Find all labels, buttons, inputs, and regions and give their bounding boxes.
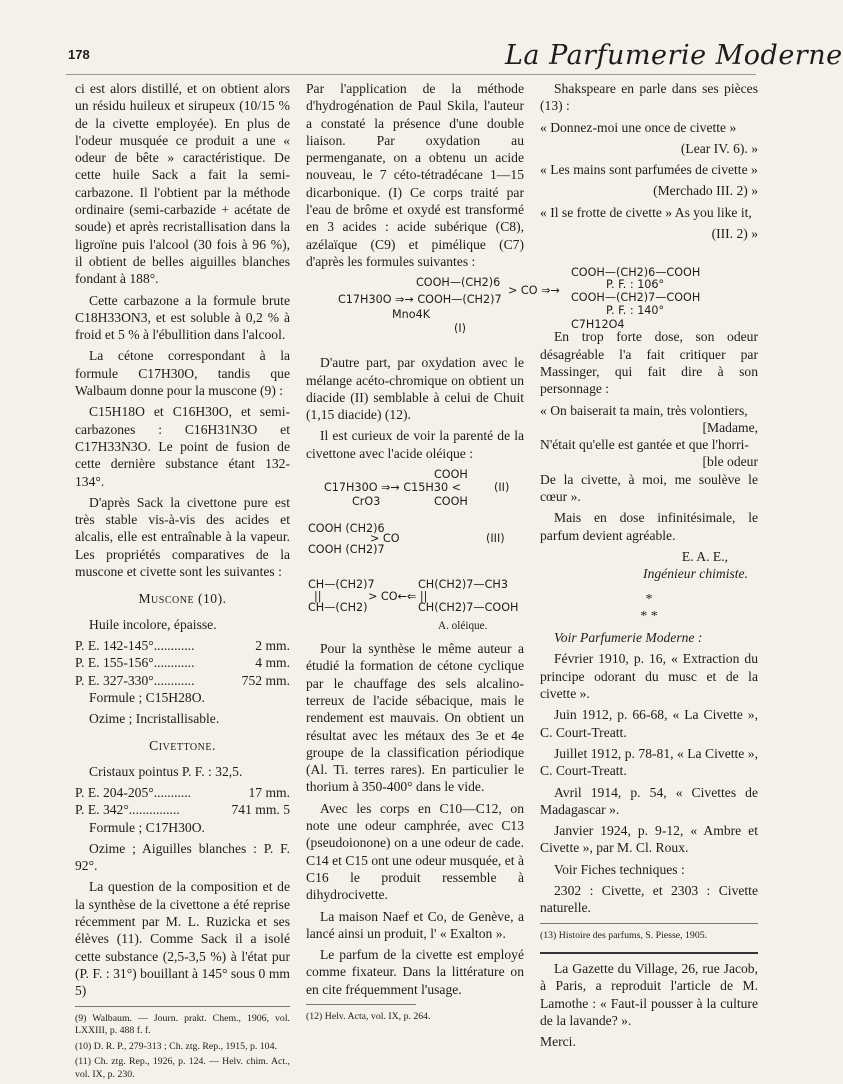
chem-text: > CO ⇒→ — [508, 284, 560, 298]
data-row — [75, 784, 290, 801]
section-separator-stars: * * * — [640, 591, 658, 624]
section-heading-civettone: Civettone. — [149, 738, 216, 754]
quote-line: « Les mains sont parfumées de civette » — [540, 162, 758, 178]
paragraph: La Gazette du Village, 26, rue Jacob, à Paris, a reproduit l'article de M. Lamothe : « Faut-il pousser à la culture de la lavande? ». — [540, 961, 758, 1028]
chem-text: COOH (CH2)6 — [308, 522, 385, 536]
see-also-heading: Voir Fiches techniques : — [554, 861, 685, 877]
paragraph: ci est alors distillé, et on obtient alors un résidu huileux et sirupeux (10/15 % de la civette employée). En plus de l'odeur musquée ce produit a une « odeur de bête » caractéristique. De cette huile Sack a fait la semi-carbazone. Il l'obtient par la méthode ordinaire (semi-carbazide + acétate de soude) et après recristallisation dans la ligroïne puis l'alcool (30 fois à 96 %), il obtient de belles aiguilles blanches fondant à 188°. — [75, 81, 290, 287]
data-row-value: 752 mm. — [241, 672, 290, 688]
paragraph: C15H18O et C16H30O, et semi-carbazones : C16H31N3O et C17H33N3O. Le point de fusion de cette dernière substance étant 132-134°. — [75, 404, 290, 489]
masthead-title: La Parfumerie Moderne — [505, 40, 843, 71]
quote-source: (Lear IV. 6). » — [680, 140, 758, 156]
data-row-label: P. E. 327-330°............ — [75, 672, 195, 688]
chem-text: COOH—(CH2)7—COOH — [571, 291, 701, 305]
column-left — [75, 80, 290, 1084]
chem-text: CH—(CH2) — [308, 601, 368, 615]
chem-text: || — [314, 590, 322, 604]
paragraph: En trop forte dose, son odeur désagréable l'a fait critiquer par Massinger, qui fait dire à son personnage : — [540, 329, 758, 397]
footnote: (10) D. R. P., 279-313 ; Ch. ztg. Rep., 1915, p. 104. — [75, 1040, 277, 1052]
chem-text: C17H30O ⇒→ COOH—(CH2)7 — [338, 293, 502, 307]
chem-text: C7H12O4 — [571, 318, 625, 332]
reference-item: 2302 : Civette, et 2303 : Civette naturelle. — [540, 882, 758, 916]
ozime-line: Ozime ; Incristallisable. — [89, 711, 220, 727]
footnote: (13) Histoire des parfums, S. Piesse, 1905. — [540, 929, 708, 941]
footnote-rule — [75, 1006, 290, 1007]
paragraph: Shakspeare en parle dans ses pièces (13) : — [540, 81, 758, 114]
data-row-label: P. E. 142-145°............ — [75, 637, 195, 653]
paragraph: D'après Sack la civettone pure est très stable vis-à-vis des acides et alcalis, elle est entraînable à la vapeur. Les propriétés comparatives de la muscone et civette sont les suivantes : — [75, 494, 290, 580]
data-row — [75, 654, 290, 671]
paragraph: Mais en dose infinitésimale, le parfum devient agréable. — [540, 510, 758, 543]
paragraph: D'autre part, par oxydation avec le mélange acéto-chromique on obtient un diacide (II) semblable à celui de Chuit (1,15 diacide) (12). — [306, 355, 524, 423]
footnote-rule — [306, 1004, 416, 1005]
data-row-value: 17 mm. — [248, 784, 290, 800]
section-heading-muscone: Muscone (10). — [138, 591, 227, 607]
paragraph: Pour la synthèse le même auteur a étudié la formation de cétone cyclique par le chauffage des sels alcalino-terreux de l'acide sébacique, mais le rendement est mauvais. On obtient un résultat avec les métaux des 3e et 4e groupe de la classification périodique (Al. Ti. terres rares). En particulier le thorium à 350-400° dans le vide. — [306, 641, 524, 795]
formula-line: Formule ; C15H28O. — [89, 689, 205, 705]
quote-line: « Donnez-moi une once de civette » — [540, 119, 737, 135]
paragraph: Cette carbazone a la formule brute C18H33ON3, et est soluble à 0,2 % à froid et 5 % à l'ébullition dans l'alcool. — [75, 292, 290, 343]
quote-line: « Il se frotte de civette » As you like it, — [540, 204, 752, 220]
paragraph: La question de la composition et de la synthèse de la civettone a été reprise récemment par M. L. Ruzicka et ses élèves (11). Comme Sack il a isolé cette substance (2,5-3,5 %) à l'état pur (P. F. : 31°) bouillant à 145° sous 0 mm 5) — [75, 879, 290, 999]
chem-text: COOH—(CH2)6—COOH — [571, 266, 701, 280]
poem-line: « On baiserait ta main, très volontiers, — [540, 402, 748, 418]
signature-initials: E. A. E., — [681, 548, 728, 564]
chem-text: (I) — [454, 322, 467, 336]
chem-caption: A. oléique. — [438, 620, 488, 633]
quote-source: (Merchado III. 2) » — [653, 183, 758, 199]
paragraph: Avec les corps en C10—C12, on note une odeur camphrée, avec C13 (pseudoionone) on a une odeur de cade. C14 et C15 ont une odeur musquée, et à C16 le produit ressemble à dihydrocivette. — [306, 800, 524, 903]
header-rule — [66, 74, 756, 75]
chem-text: (II) — [494, 481, 510, 495]
poem-line: De la civette, à moi, me soulève le cœur ». — [540, 471, 758, 505]
property-line: Huile incolore, épaisse. — [89, 616, 217, 632]
chem-text: CH(CH2)7—COOH — [418, 601, 519, 615]
chem-text: COOH — [434, 468, 468, 482]
paragraph: Le parfum de la civette est employé comme fixateur. Dans la littérature on en cite fréquemment l'usage. — [306, 947, 524, 997]
property-line: Cristaux pointus P. F. : 32,5. — [89, 763, 243, 779]
reference-item: Janvier 1924, p. 9-12, « Ambre et Civette », par M. Cl. Roux. — [540, 823, 758, 856]
data-row-label: P. E. 204-205°........... — [75, 784, 192, 800]
data-row — [75, 801, 290, 818]
page-number: 178 — [68, 47, 90, 62]
data-row-label: P. E. 342°............... — [75, 802, 180, 818]
data-row-label: P. E. 155-156°............ — [75, 655, 195, 671]
chem-text: COOH — [434, 495, 468, 509]
formula-line: Formule ; C17H30O. — [89, 819, 205, 835]
footnote: (12) Helv. Acta, vol. IX, p. 264. — [306, 1010, 431, 1022]
reference-item: Juin 1912, p. 66-68, « La Civette », C. Court-Treatt. — [540, 707, 758, 740]
paragraph: La maison Naef et Co, de Genève, a lancé ainsi un produit, l' « Exalton ». — [306, 908, 524, 941]
data-row-value: 2 mm. — [255, 637, 290, 653]
reference-item: Février 1910, p. 16, « Extraction du principe odorant du musc et de la civette ». — [540, 651, 758, 702]
paragraph: Merci. — [540, 1034, 576, 1050]
footnote: (11) Ch. ztg. Rep., 1926, p. 124. — Helv. chim. Act., vol. IX, p. 230. — [75, 1056, 290, 1080]
data-row — [75, 637, 290, 654]
reference-item: Juillet 1912, p. 78-81, « La Civette », C. Court-Treatt. — [540, 745, 758, 779]
chem-text: > CO — [370, 532, 400, 546]
chem-text: COOH—(CH2)6 — [416, 276, 501, 290]
ozime-line: Ozime ; Aiguilles blanches : P. F. 92°. — [75, 840, 290, 874]
chem-text: CH—(CH2)7 — [308, 578, 375, 592]
see-also-heading: Voir Parfumerie Moderne : — [554, 630, 703, 646]
chem-text: CrO3 — [352, 495, 381, 509]
chemical-scheme-II — [306, 468, 524, 516]
paragraph: Il est curieux de voir la parenté de la civettone avec l'acide oléique : — [306, 428, 524, 461]
data-row-value: 4 mm. — [255, 655, 290, 671]
reference-item: Avril 1914, p. 54, « Civettes de Madagascar ». — [540, 784, 758, 817]
footnote-rule — [540, 923, 758, 924]
chem-text: P. F. : 106° — [606, 278, 665, 292]
chem-text: (III) — [486, 532, 505, 546]
chem-text: CH(CH2)7—CH3 — [418, 578, 508, 592]
poem-line: [ble odeur — [702, 454, 758, 470]
poem-line: [Madame, — [702, 419, 758, 435]
data-row-value: 741 mm. 5 — [231, 802, 290, 818]
paragraph: Par l'application de la méthode d'hydrogénation de Paul Skila, l'auteur a constaté la présence d'une double liaison. Par oxydation au permenganate, on a obtenu un acide nouveau, le 7 céto-tétradécane 1—15 dicarbonique. (I) Ce corps traité par l'eau de brôme et oxydé est transformé en 3 acides : acide subérique (C8), azélaïque (C9) et pimélique (C7) d'après les formules suivantes : — [306, 81, 524, 269]
chem-text: C17H30O ⇒→ C15H30 < — [324, 481, 461, 495]
footnote: (9) Walbaum. — Journ. prakt. Chem., 1906, vol. LXXIII, p. 488 f. f. — [75, 1012, 290, 1037]
chem-text: > CO←⇐ || — [368, 590, 428, 604]
chem-text: Mno4K — [392, 308, 431, 322]
chem-text: COOH (CH2)7 — [308, 543, 385, 557]
data-row — [75, 672, 290, 689]
chem-text: P. F. : 140° — [606, 304, 665, 318]
section-rule — [540, 952, 758, 954]
quote-source: (III. 2) » — [711, 226, 758, 242]
column-right — [540, 80, 758, 1055]
poem-line: N'était qu'elle est gantée et que l'horri- — [540, 437, 749, 453]
signature-title: Ingénieur chimiste. — [643, 566, 748, 582]
paragraph: La cétone correspondant à la formule C17H30O, tandis que Walbaum donne pour la muscone (9) : — [75, 348, 290, 399]
chemical-scheme-III — [306, 522, 524, 634]
